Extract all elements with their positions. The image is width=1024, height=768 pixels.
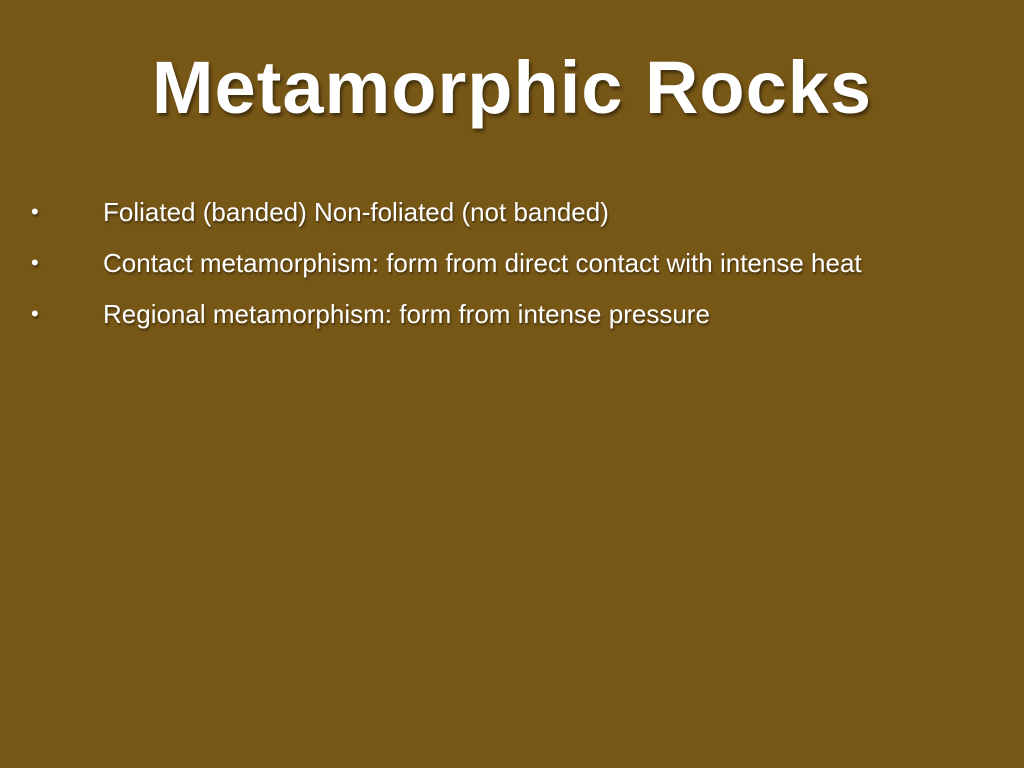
bullet-item: [0, 243, 1024, 294]
bullet-text: Foliated (banded) Non-foliated (not banded): [103, 197, 609, 227]
bullet-item: [0, 192, 1024, 243]
bullet-item: [0, 294, 1024, 345]
bullet-point-icon: •: [31, 250, 39, 275]
bullet-text: Contact metamorphism: form from direct contact with intense heat: [103, 248, 862, 278]
bullet-list: [0, 192, 1024, 345]
bullet-text: Regional metamorphism: form from intense pressure: [103, 299, 710, 329]
slide-title: Metamorphic Rocks: [151, 46, 873, 129]
bullet-point-icon: •: [31, 301, 39, 326]
bullet-point-icon: •: [31, 199, 39, 224]
